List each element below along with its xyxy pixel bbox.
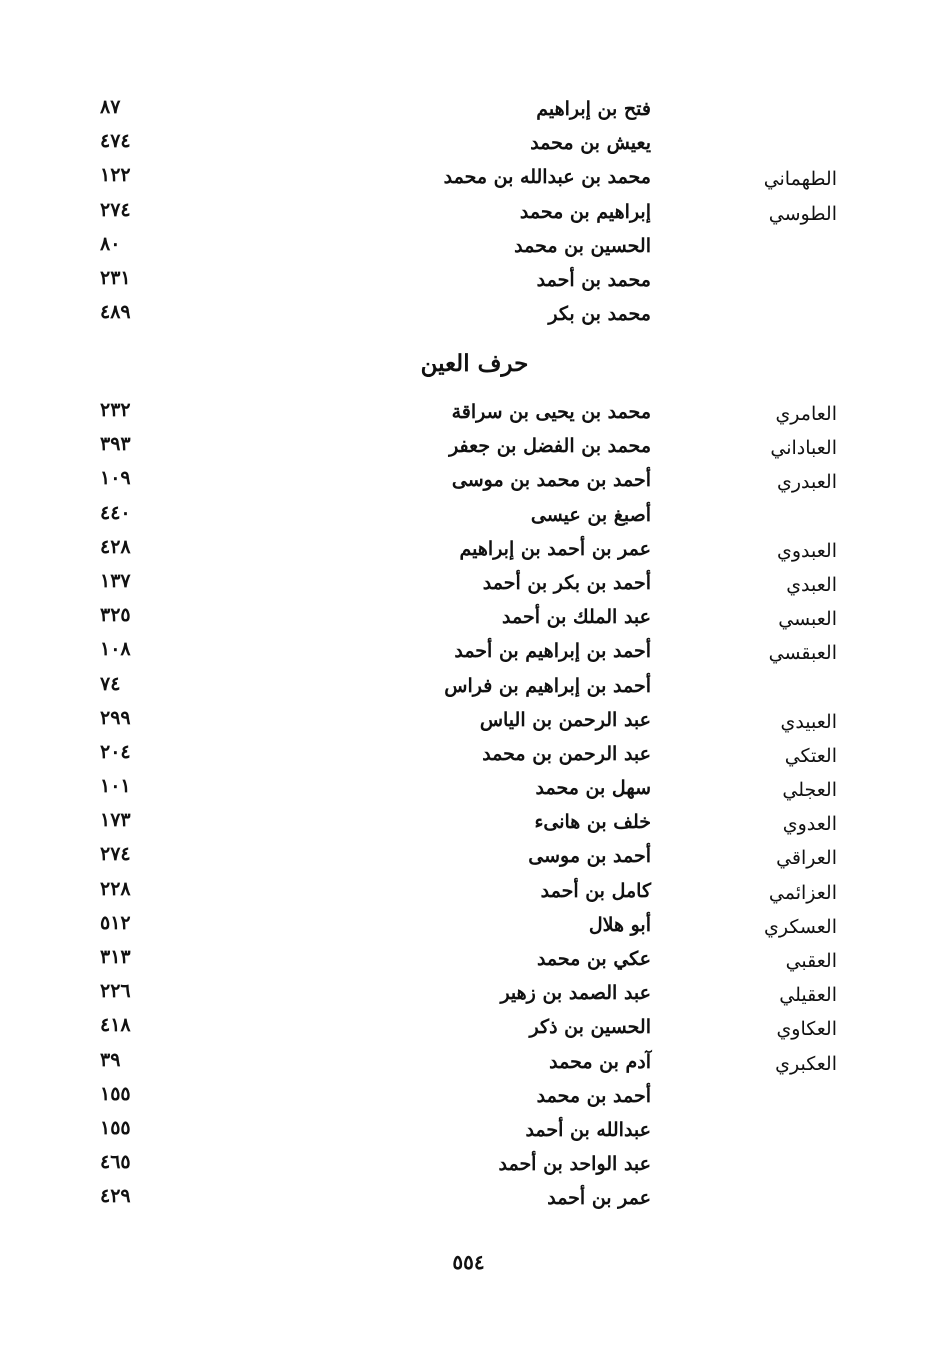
person-name: أحمد بن إبراهيم بن أحمد bbox=[454, 640, 651, 663]
nisba-label: العتكي bbox=[784, 744, 837, 767]
index-entry-row bbox=[0, 671, 937, 705]
person-name: خلف بن هانىء bbox=[534, 811, 651, 834]
person-name: أبو هلال bbox=[588, 913, 651, 936]
page-reference: ١٠٨ bbox=[100, 638, 131, 661]
page-reference: ٤٧٤ bbox=[100, 130, 131, 153]
person-name: محمد بن الفضل بن جعفر bbox=[449, 435, 651, 458]
index-entry-row bbox=[0, 1012, 937, 1046]
nisba-label: العقبي bbox=[785, 950, 837, 972]
nisba-label: العجلي bbox=[782, 779, 837, 802]
person-name: سهل بن محمد bbox=[535, 777, 651, 800]
page-reference: ١٠٩ bbox=[100, 467, 131, 490]
nisba-label: العقيلي bbox=[779, 984, 837, 1007]
page-reference: ٢٧٤ bbox=[100, 198, 131, 221]
person-name: عبد الرحمن بن محمد bbox=[482, 742, 651, 765]
section-heading-ain: حرف العين bbox=[420, 350, 529, 377]
page-reference: ٤٦٥ bbox=[100, 1151, 131, 1174]
nisba-label: العراقي bbox=[776, 847, 837, 870]
index-entry-row bbox=[0, 1047, 937, 1081]
page-reference: ٧٤ bbox=[100, 672, 121, 695]
page-reference: ٢٢٨ bbox=[100, 877, 131, 900]
page-reference: ٢٧٤ bbox=[100, 843, 131, 866]
person-name: عكي بن محمد bbox=[536, 948, 651, 970]
person-name: محمد بن أحمد bbox=[536, 268, 651, 291]
nisba-label: العبقسي bbox=[768, 642, 837, 665]
person-name: عبد الصمد بن زهير bbox=[500, 982, 651, 1005]
person-name: أحمد بن إبراهيم بن فراس bbox=[444, 674, 651, 697]
index-entry-row bbox=[0, 1183, 937, 1217]
index-entry-row bbox=[0, 465, 937, 499]
person-name: أحمد بن بكر بن أحمد bbox=[482, 571, 651, 594]
index-entry-row bbox=[0, 231, 937, 265]
person-name: عبدالله بن أحمد bbox=[525, 1118, 651, 1141]
person-name: أحمد بن محمد bbox=[536, 1084, 651, 1107]
index-entry-row bbox=[0, 602, 937, 636]
page-reference: ٢٠٤ bbox=[100, 740, 131, 763]
nisba-label: العكبري bbox=[775, 1052, 837, 1075]
person-name: محمد بن عبدالله بن محمد bbox=[443, 166, 651, 189]
page-number: ٥٥٤ bbox=[452, 1250, 485, 1274]
nisba-label: العباداني bbox=[770, 437, 837, 460]
index-entry-row bbox=[0, 876, 937, 910]
index-entry-row bbox=[0, 299, 937, 333]
page-reference: ٣٩ bbox=[100, 1048, 121, 1071]
index-entry-row bbox=[0, 944, 937, 978]
page-reference: ٢٣١ bbox=[100, 266, 131, 289]
person-name: أحمد بن محمد بن موسى bbox=[451, 469, 651, 492]
index-entry-row bbox=[0, 841, 937, 875]
page-reference: ١٣٧ bbox=[100, 569, 131, 592]
index-entry-row bbox=[0, 94, 937, 128]
nisba-label: العامري bbox=[775, 403, 837, 425]
nisba-label: العبيدي bbox=[780, 710, 837, 733]
page-reference: ٤٢٩ bbox=[100, 1185, 131, 1208]
index-entry-row bbox=[0, 1081, 937, 1115]
person-name: عبد الواحد بن أحمد bbox=[498, 1153, 651, 1176]
page-reference: ٨٧ bbox=[100, 96, 121, 118]
index-entry-row bbox=[0, 807, 937, 841]
page-reference: ١٢٢ bbox=[100, 164, 131, 187]
page-reference: ٤٢٨ bbox=[100, 535, 131, 558]
nisba-label: العبدي bbox=[786, 573, 837, 596]
page-reference: ٢٣٢ bbox=[100, 399, 131, 421]
index-entry-row bbox=[0, 568, 937, 602]
nisba-label: الطهماني bbox=[763, 168, 837, 191]
person-name: عمر بن أحمد bbox=[547, 1187, 651, 1210]
index-entry-row bbox=[0, 910, 937, 944]
page-reference: ٤١٨ bbox=[100, 1014, 131, 1037]
page-reference: ٨٠ bbox=[100, 232, 121, 255]
page-reference: ٥١٢ bbox=[100, 911, 131, 934]
page-reference: ٤٤٠ bbox=[100, 501, 131, 524]
nisba-label: العبدري bbox=[777, 471, 837, 494]
person-name: أحمد بن موسى bbox=[528, 845, 651, 868]
person-name: الحسين بن ذكر bbox=[529, 1016, 651, 1039]
index-entry-row bbox=[0, 534, 937, 568]
index-entry-row bbox=[0, 431, 937, 465]
nisba-label: العسكري bbox=[763, 915, 837, 938]
index-entry-row bbox=[0, 773, 937, 807]
index-section-ta bbox=[0, 94, 937, 333]
nisba-label: العكاوي bbox=[776, 1018, 837, 1041]
index-section-ain bbox=[0, 397, 937, 1218]
page-reference: ٣١٣ bbox=[100, 946, 131, 968]
index-entry-row bbox=[0, 705, 937, 739]
person-name: محمد بن بكر bbox=[548, 303, 651, 326]
page-reference: ٤٨٩ bbox=[100, 301, 131, 324]
person-name: عبد الملك بن أحمد bbox=[502, 606, 651, 629]
page-reference: ٢٢٦ bbox=[100, 980, 131, 1003]
index-entry-row bbox=[0, 636, 937, 670]
page-reference: ٣٩٣ bbox=[100, 433, 131, 456]
person-name: آدم بن محمد bbox=[549, 1050, 651, 1073]
person-name: كامل بن أحمد bbox=[540, 879, 651, 902]
person-name: إبراهيم بن محمد bbox=[519, 200, 651, 223]
person-name: الحسين بن محمد bbox=[514, 234, 651, 257]
page-reference: ٢٩٩ bbox=[100, 706, 131, 729]
index-entry-row bbox=[0, 128, 937, 162]
index-entry-row bbox=[0, 739, 937, 773]
nisba-label: الطوسي bbox=[768, 202, 837, 225]
nisba-label: العبدوي bbox=[777, 539, 837, 562]
person-name: يعيش بن محمد bbox=[530, 132, 651, 155]
index-entry-row bbox=[0, 162, 937, 196]
index-entry-row bbox=[0, 978, 937, 1012]
index-entry-row bbox=[0, 500, 937, 534]
index-entry-row bbox=[0, 265, 937, 299]
nisba-label: العبسي bbox=[778, 608, 837, 631]
index-entry-row bbox=[0, 1149, 937, 1183]
index-entry-row bbox=[0, 197, 937, 231]
page-reference: ١٥٥ bbox=[100, 1082, 131, 1105]
page-reference: ١٧٣ bbox=[100, 809, 131, 832]
page-reference: ١٥٥ bbox=[100, 1116, 131, 1139]
nisba-label: العزائمي bbox=[768, 881, 837, 904]
person-name: عبد الرحمن بن الياس bbox=[479, 708, 651, 731]
index-entry-row bbox=[0, 1115, 937, 1149]
person-name: فتح بن إبراهيم bbox=[536, 98, 651, 120]
page-reference: ٣٢٥ bbox=[100, 604, 131, 627]
person-name: أصبغ بن عيسى bbox=[530, 503, 651, 526]
nisba-label: العدوي bbox=[782, 813, 837, 836]
page-reference: ١٠١ bbox=[100, 775, 131, 798]
person-name: محمد بن يحيى بن سراقة bbox=[451, 401, 651, 423]
index-entry-row bbox=[0, 397, 937, 431]
person-name: عمر بن أحمد بن إبراهيم bbox=[459, 537, 651, 560]
